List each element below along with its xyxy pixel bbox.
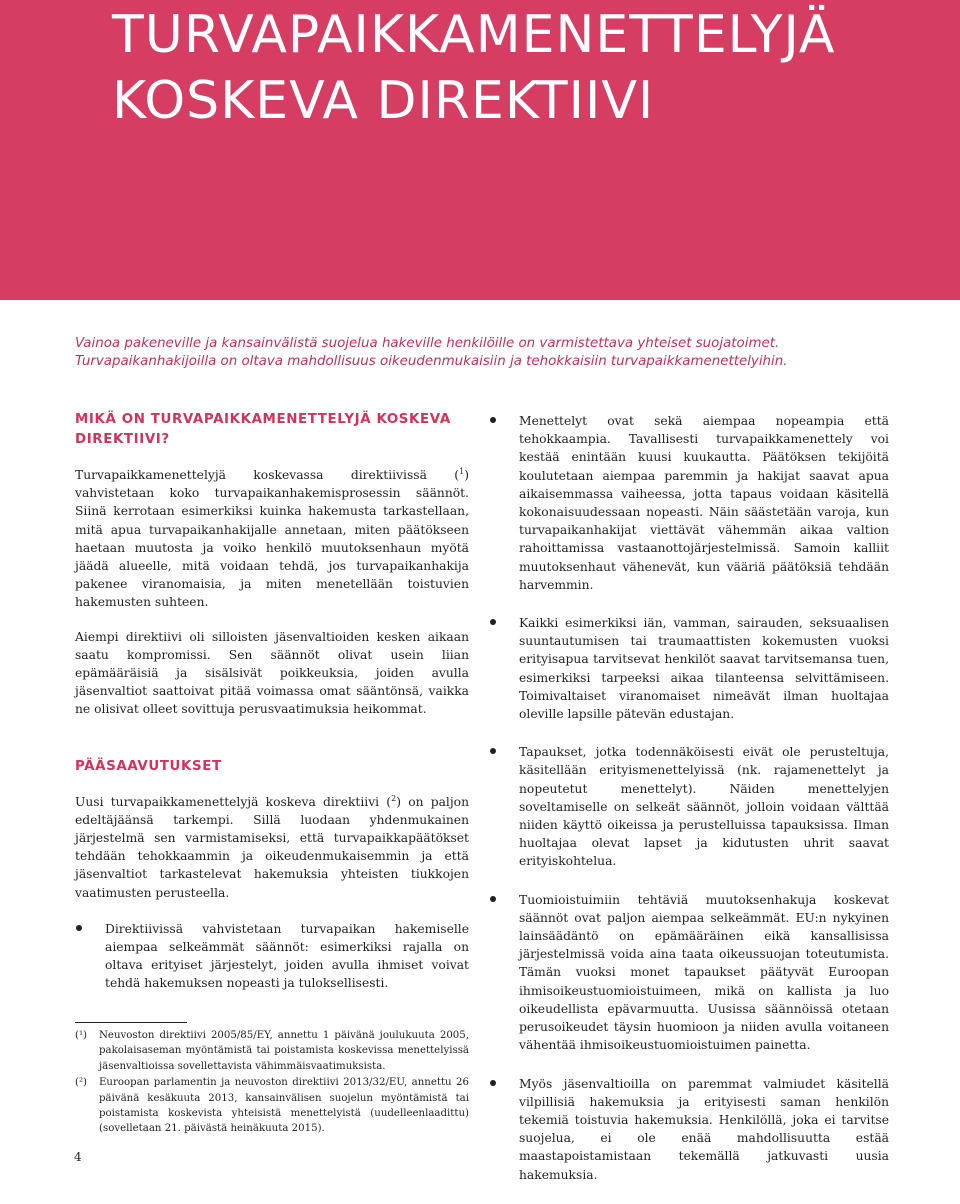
section-heading-achievements: PÄÄSAAVUTUKSET bbox=[75, 758, 222, 774]
left-bullet-list bbox=[75, 920, 469, 993]
list-item: Tapaukset, jotka todennäköisesti eivät ole perusteltuja, käsitellään erityismenettelyissä (nk. rajamenettelyt ja nopeutetut menettelyt). Näiden menettelyjen soveltamiselle on selkeät säännöt, jolloin voidaan välttää niiden käyttö oikeissa ja perustelluissa tapauksissa. Ilman huoltajaa olevat lapset ja kidutusten uhrit saavat erityiskohtelua. bbox=[489, 743, 889, 870]
page-number: 4 bbox=[74, 1150, 82, 1164]
section1-paragraph-2: Aiempi direktiivi oli silloisten jäsenvaltioiden kesken aikaan saatu kompromissi. Sen säännöt olivat usein liian epämääräisiä ja sisälsivät poikkeuksia, joiden avulla jäsenvaltiot saattoivat pitää voimassa omat sääntönsä, vaikka ne olisivat olleet sovittuja perusvaatimuksia heikommat. bbox=[75, 629, 469, 717]
bullet-icon bbox=[490, 619, 496, 625]
list-item: Direktiivissä vahvistetaan turvapaikan hakemiselle aiempaa selkeämmät säännöt: esimerkiksi rajalla on oltava erityiset järjestelyt, joiden avulla ihmiset voivat tehdä hakemuksen nopeasti ja tuloksellisesti. bbox=[75, 920, 469, 993]
right-bullet-list bbox=[489, 412, 889, 1184]
right-column bbox=[489, 412, 889, 1204]
bullet-icon bbox=[490, 748, 496, 754]
intro-line-2: Turvapaikanhakijoilla on oltava mahdollisuus oikeudenmukaisiin ja tehokkaisiin turvapaikkamenettelyihin. bbox=[75, 354, 788, 369]
left-column bbox=[75, 410, 469, 1010]
list-item: Menettelyt ovat sekä aiempaa nopeampia että tehokkaampia. Tavallisesti turvapaikkamenettely voi kestää enintään kuusi kuukautta. Päätöksen tekijöitä koulutetaan aiempaa paremmin ja hakijat saavat apua aikaisemmassa vaiheessa, jotta tapaus voidaan käsitellä kokonaisuudessaan nopeasti. Näin säästetään varoja, kun turvapaikanhakijat viettävät vähemmän aikaa valtion rahoittamissa vastaanottojärjestelmissä. Samoin kalliit muutoksenhaut vähenevät, kun vääriä päätöksiä tehdään harvemmin. bbox=[489, 412, 889, 594]
section-heading-what-is: MIKÄ ON TURVAPAIKKAMENETTELYJÄ KOSKEVA DIREKTIIVI? bbox=[75, 412, 451, 447]
list-item: Tuomioistuimiin tehtäviä muutoksenhakuja koskevat säännöt ovat paljon aiempaa selkeämmät. EU:n nykyinen lainsäädäntö on epämääräinen eikä kansallisissa järjestelmissä voida aina taata oikeussuojan toteutumista. Tämän vuoksi monet tapaukset päätyvät Euroopan ihmisoikeustuomioistuimeen, mikä on kallista ja luo oikeudellista epävarmuutta. Uusissa säännöissä otetaan perusoikeudet täysin huomioon ja niiden avulla voitaneen vähentää ihmisoikeustuomioistuimen painetta. bbox=[489, 891, 889, 1055]
list-item: Myös jäsenvaltioilla on paremmat valmiudet käsitellä vilpillisiä hakemuksia ja erityisesti saman henkilön tekemiä toistuvia hakemuksia. Henkilöllä, joka ei tarvitse suojelua, ei ole enää mahdollisuutta estää maastapoistamistaan tekemällä jatkuvasti uusia hakemuksia. bbox=[489, 1075, 889, 1184]
page-title bbox=[112, 2, 836, 134]
bullet-icon bbox=[76, 925, 82, 931]
footnote-2: (²) Euroopan parlamentin ja neuvoston direktiivi 2013/32/EU, annettu 26 päivänä kesäkuuta 2013, kansainvälisen suojelun myöntämistä tai poistamista koskevista yhteisistä menettelyistä (uudelleenlaadittu) (sovelletaan 21. päivästä heinäkuuta 2015). bbox=[75, 1077, 469, 1135]
section2-paragraph-1: Uusi turvapaikkamenettelyjä koskeva direktiivi ($^2$) on paljon edeltäjäänsä tarkempi. Sillä luodaan yhdenmukainen järjestelmä sen varmistamiseksi, että turvapaikkapäätökset tehdään tehokkaammin ja oikeudenmukaisemmin ja että jäsenvaltiot tarkastelevat hakemuksia yhteisten tiukkojen vaatimusten perusteella. bbox=[75, 793, 469, 900]
bullet-icon bbox=[490, 896, 496, 902]
footnote-divider bbox=[75, 1022, 187, 1023]
title-line-2: KOSKEVA DIREKTIIVI bbox=[112, 71, 655, 131]
footnote-ref-1: 1 bbox=[459, 466, 465, 476]
intro-line-1: Vainoa pakeneville ja kansainvälistä suojelua hakeville henkilöille on varmistettava yhteiset suojatoimet. bbox=[75, 336, 780, 351]
footnote-ref-2: 2 bbox=[391, 793, 397, 803]
footnotes bbox=[75, 1028, 469, 1138]
list-item: Kaikki esimerkiksi iän, vamman, sairauden, seksuaalisen suuntautumisen tai traumaattisten kokemusten vuoksi erityisapua tarvitsevat henkilöt saavat tarvitsemansa tuen, esimerkiksi tarpeeksi aikaa tilanteensa selvittämiseen. Toimivaltaiset viranomaiset nimeävät ilman huoltajaa oleville lapsille pätevän edustajan. bbox=[489, 614, 889, 723]
bullet-icon bbox=[490, 417, 496, 423]
section1-paragraph-1: Turvapaikkamenettelyjä koskevassa direktiivissä ($^1$) vahvistetaan koko turvapaikanhakemisprosessin säännöt. Siinä kerrotaan esimerkiksi kuinka hakemusta tarkastellaan, mitä apua turvapaikanhakijalle annetaan, miten päätökseen haetaan muutosta ja voiko henkilö muutoksenhaun myötä jäädä alueelle, mitä voidaan tehdä, jos turvapaikanhakija pakenee viranomaisia, ja miten menetellään toistuvien hakemusten suhteen. bbox=[75, 466, 469, 610]
footnote-1: (¹) Neuvoston direktiivi 2005/85/EY, annettu 1 päivänä joulukuuta 2005, pakolaisaseman myöntämistä tai poistamista koskevissa menettelyissä jäsenvaltioissa sovellettavista vähimmäisvaatimuksista. bbox=[75, 1030, 469, 1072]
intro-lead bbox=[75, 335, 875, 371]
title-line-1: TURVAPAIKKAMENETTELYJÄ bbox=[112, 5, 836, 65]
title-banner bbox=[0, 0, 960, 300]
bullet-icon bbox=[490, 1080, 496, 1086]
